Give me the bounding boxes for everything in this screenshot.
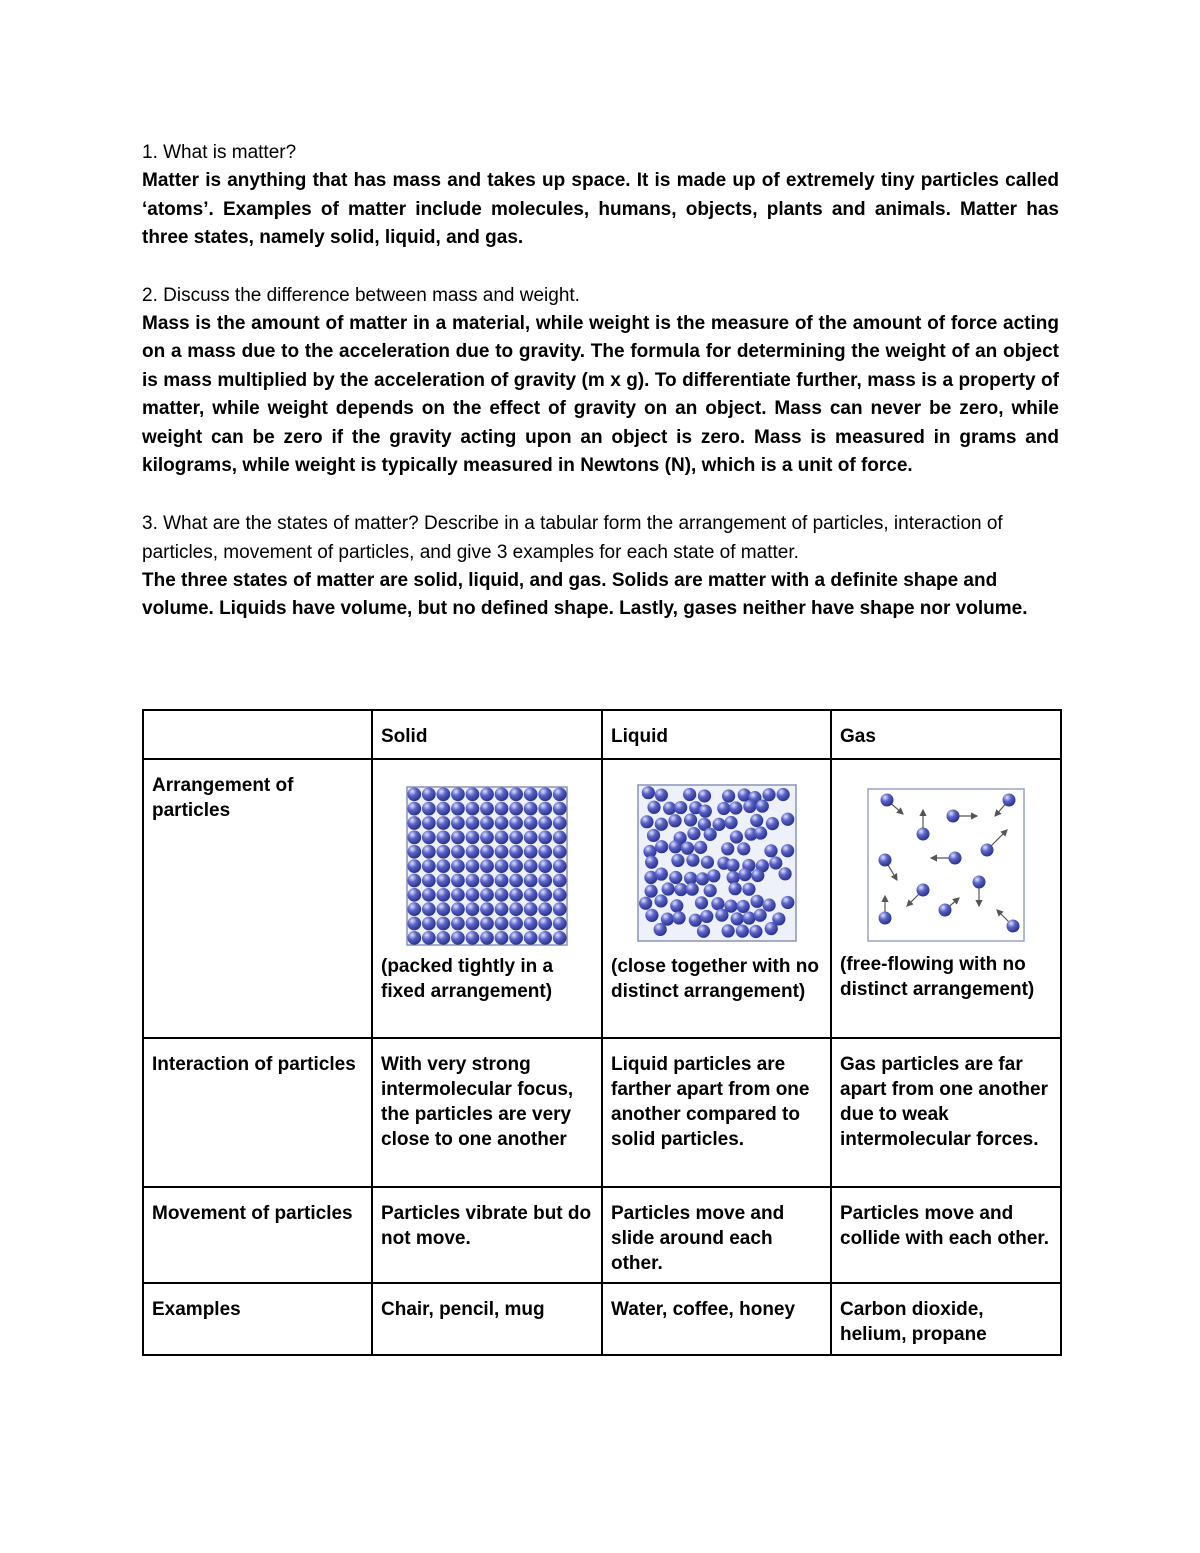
header-cell-gas: Gas [831,710,1061,759]
liquid-particle [672,911,685,924]
solid-particle [495,802,509,816]
solid-particle [480,787,494,801]
solid-particle [495,787,509,801]
liquid-particle [645,909,658,922]
question-2: 2. Discuss the difference between mass and weight. [142,284,580,306]
liquid-particle [644,885,657,898]
solid-particle [509,917,523,931]
solid-particle [553,787,567,801]
table-row-interaction [143,1038,1061,1187]
solid-particle [495,859,509,873]
liquid-particle [700,910,713,923]
cell-gas-interaction: Gas particles are far apart from one another due to weak intermolecular forces. [831,1038,1061,1187]
liquid-particle [680,842,693,855]
solid-particle [524,902,538,916]
cell-liquid-movement: Particles move and slide around each other. [602,1187,831,1283]
solid-particle [407,830,421,844]
solid-particle [495,917,509,931]
question-1: 1. What is matter? [142,142,297,163]
solid-particle [495,816,509,830]
solid-particle [407,787,421,801]
liquid-particle [712,818,725,831]
liquid-particle [762,788,775,801]
solid-particle [436,917,450,931]
solid-particle [524,931,538,945]
solid-particle [509,859,523,873]
solid-particle [436,816,450,830]
liquid-particle [654,894,667,907]
liquid-particle [683,813,696,826]
solid-particle [538,888,552,902]
liquid-particle [646,829,659,842]
cell-liquid-examples: Water, coffee, honey [602,1283,831,1355]
gas-particle [879,912,892,925]
liquid-particle [726,859,739,872]
cell-gas-arrangement [831,759,1061,1038]
liquid-particle [668,840,681,853]
solid-particle [422,917,436,931]
solid-particle [466,931,480,945]
solid-particle [451,874,465,888]
solid-particle [480,845,494,859]
table-row-arrangement [143,759,1061,1038]
solid-particle [509,830,523,844]
liquid-particle [671,854,684,867]
liquid-particle [703,828,716,841]
solid-particle [451,802,465,816]
liquid-particle [697,789,710,802]
liquid-particle [776,788,789,801]
liquid-particle [686,854,699,867]
solid-particle [466,830,480,844]
solid-particle [422,874,436,888]
solid-particle [538,874,552,888]
cell-liquid-interaction: Liquid particles are farther apart from one another compared to solid particles. [602,1038,831,1187]
liquid-particle [764,844,777,857]
liquid-particle [670,899,683,912]
solid-particle [466,859,480,873]
solid-particle [553,845,567,859]
solid-particle [466,917,480,931]
solid-particle [480,859,494,873]
liquid-particle [737,842,750,855]
liquid-particle [728,882,741,895]
liquid-particle [722,789,735,802]
gas-particle [973,876,986,889]
liquid-particle [645,856,658,869]
solid-particle [495,845,509,859]
header-cell-empty [143,710,372,759]
solid-particle [466,802,480,816]
solid-particle [524,917,538,931]
solid-particle [509,802,523,816]
solid-particle [422,859,436,873]
solid-particle [466,816,480,830]
liquid-particle [641,786,654,799]
solid-particle [509,874,523,888]
liquid-particle [711,897,724,910]
solid-particle [480,816,494,830]
liquid-particle [694,896,707,909]
gas-particle [947,810,960,823]
liquid-particles-diagram [637,784,797,942]
liquid-particle [743,800,756,813]
solid-particle [407,902,421,916]
solid-particle [436,931,450,945]
liquid-particle [687,827,700,840]
solid-particle [451,888,465,902]
solid-particle [553,802,567,816]
solid-particle [451,830,465,844]
liquid-particle [661,882,674,895]
solid-particle [436,830,450,844]
solid-particle [538,816,552,830]
solid-particle [436,802,450,816]
liquid-particle [742,883,755,896]
row-label-examples: Examples [143,1283,372,1355]
liquid-particle [695,872,708,885]
solid-particle [407,888,421,902]
liquid-particle [707,869,720,882]
row-label-interaction: Interaction of particles [143,1038,372,1187]
states-of-matter-table [142,709,1062,1356]
solid-particle [553,859,567,873]
cell-solid-arrangement [372,759,602,1038]
solid-particle [480,902,494,916]
solid-particle [466,874,480,888]
liquid-particle [653,923,666,936]
solid-particle [480,830,494,844]
liquid-particle [781,896,794,909]
solid-particles-diagram [406,786,568,946]
solid-particle [436,888,450,902]
liquid-particle [735,925,748,938]
document-body [142,138,1059,624]
solid-particle [451,859,465,873]
table-row-movement [143,1187,1061,1283]
gas-particle [1007,920,1020,933]
solid-particle [422,888,436,902]
liquid-particle [698,805,711,818]
gas-particle [981,844,994,857]
solid-particle [480,931,494,945]
liquid-particle [765,817,778,830]
liquid-particle [738,868,751,881]
liquid-particle [647,801,660,814]
solid-particle [553,874,567,888]
liquid-particle [750,895,763,908]
solid-particle [436,845,450,859]
liquid-particle [769,856,782,869]
solid-particle [466,787,480,801]
solid-particle [524,845,538,859]
liquid-particle [639,897,652,910]
solid-particle [538,917,552,931]
solid-arrangement-caption: (packed tightly in a fixed arrangement) [381,956,554,1002]
gas-particle [917,828,930,841]
solid-particle [451,931,465,945]
gas-particle [881,794,894,807]
solid-particle [422,902,436,916]
liquid-particle [715,909,728,922]
solid-particle [422,845,436,859]
solid-particle [436,787,450,801]
cell-solid-examples: Chair, pencil, mug [372,1283,602,1355]
solid-particle [553,816,567,830]
gas-particle [917,884,930,897]
solid-particle [538,830,552,844]
solid-particle [480,888,494,902]
solid-particle [538,787,552,801]
solid-particle [538,931,552,945]
liquid-particle [654,818,667,831]
liquid-particle [729,801,742,814]
solid-particle [509,845,523,859]
liquid-particle [717,802,730,815]
solid-particle [524,816,538,830]
solid-particle [509,787,523,801]
gas-arrangement-caption: (free-flowing with no distinct arrangement) [840,954,1035,1000]
liquid-particle [654,788,667,801]
solid-particle [524,874,538,888]
answer-1: Matter is anything that has mass and takes up space. It is made up of extremely tiny particles called ‘atoms’. Examples of matter include molecules, humans, objects, plants and animals. Matter has three states, namely solid, liquid, and gas. [142,170,1059,248]
liquid-particle [751,869,764,882]
solid-particle [466,888,480,902]
answer-3: The three states of matter are solid, liquid, and gas. Solids are matter with a definite shape and volume. Liquids have volume, but no defined shape. Lastly, gases neither have shape nor volume. [142,569,1028,619]
answer-2: Mass is the amount of matter in a material, while weight is the measure of the amount of force acting on a mass due to the acceleration due to gravity. The formula for determining the weight of an object is mass multiplied by the acceleration of gravity (m x g). To differentiate further, mass is a property of matter, while weight depends on the effect of gravity on an object. Mass can never be zero, while weight can be zero if the gravity acting upon an object is zero. Mass is measured in grams and kilograms, while weight is typically measured in Newtons (N), which is a unit of force. [142,312,1059,476]
solid-particle [436,859,450,873]
solid-particle [495,874,509,888]
solid-particle [436,874,450,888]
solid-particle [407,802,421,816]
table-header-row [143,710,1061,759]
liquid-particle [753,909,766,922]
gas-particle [879,854,892,867]
solid-particle [451,787,465,801]
solid-particle [480,917,494,931]
solid-particle [538,802,552,816]
solid-particle [480,874,494,888]
table-row-examples [143,1283,1061,1355]
liquid-particle [749,925,762,938]
solid-particle [509,931,523,945]
solid-particle [524,830,538,844]
solid-particle [495,902,509,916]
liquid-particle [762,899,775,912]
row-label-arrangement: Arrangement of particles [143,759,372,1038]
solid-particle [524,787,538,801]
solid-particle [538,859,552,873]
liquid-particle [700,856,713,869]
solid-particle [553,917,567,931]
solid-particle [407,917,421,931]
liquid-particle [674,801,687,814]
liquid-particle [696,925,709,938]
cell-gas-examples: Carbon dioxide, helium, propane [831,1283,1061,1355]
solid-particle [451,902,465,916]
solid-particle [422,816,436,830]
liquid-particle [726,871,739,884]
liquid-particle [721,842,734,855]
solid-particle [451,845,465,859]
solid-particle [509,902,523,916]
liquid-particle [755,800,768,813]
solid-particle [422,830,436,844]
solid-particle [553,902,567,916]
gas-particle [1003,794,1016,807]
solid-particle [553,830,567,844]
solid-particle [407,931,421,945]
cell-solid-movement: Particles vibrate but do not move. [372,1187,602,1283]
solid-particle [495,888,509,902]
liquid-particle [703,884,716,897]
solid-particle [553,888,567,902]
cell-gas-movement: Particles move and collide with each other. [831,1187,1061,1283]
solid-particle [466,845,480,859]
solid-particle [509,816,523,830]
gas-particles-diagram [867,788,1025,942]
question-3: 3. What are the states of matter? Describe in a tabular form the arrangement of particles, interaction of particles, movement of particles, and give 3 examples for each state of matter. [142,512,1003,563]
liquid-particle [694,841,707,854]
liquid-particle [688,914,701,927]
solid-particle [538,902,552,916]
liquid-particle [742,911,755,924]
liquid-particle [754,826,767,839]
liquid-particle [724,816,737,829]
liquid-particle [683,788,696,801]
liquid-particle [750,814,763,827]
liquid-particle [654,867,667,880]
solid-particle [466,902,480,916]
liquid-particle [729,830,742,843]
solid-particle [495,931,509,945]
cell-solid-interaction: With very strong intermolecular focus, the particles are very close to one another [372,1038,602,1187]
solid-particle [553,931,567,945]
liquid-particle [764,922,777,935]
liquid-particle [781,813,794,826]
solid-particle [451,917,465,931]
solid-particle [407,859,421,873]
solid-particle [422,802,436,816]
solid-particle [407,874,421,888]
solid-particle [538,845,552,859]
solid-particle [524,859,538,873]
liquid-arrangement-caption: (close together with no distinct arrangement) [611,956,819,1002]
solid-particle [509,888,523,902]
gas-particle [939,904,952,917]
solid-particle [451,816,465,830]
solid-particle [407,816,421,830]
liquid-particle [721,924,734,937]
row-label-movement: Movement of particles [143,1187,372,1283]
solid-particle [422,787,436,801]
cell-liquid-arrangement [602,759,831,1038]
liquid-particle [655,840,668,853]
liquid-particle [685,883,698,896]
solid-particle [524,802,538,816]
liquid-particle [780,844,793,857]
solid-particle [407,845,421,859]
liquid-particle [736,900,749,913]
solid-particle [524,888,538,902]
solid-particle [495,830,509,844]
liquid-particle [730,912,743,925]
liquid-particle [640,815,653,828]
header-cell-solid: Solid [372,710,602,759]
gas-particle [949,852,962,865]
liquid-particle [778,867,791,880]
liquid-particle [668,814,681,827]
liquid-particle [669,871,682,884]
header-cell-liquid: Liquid [602,710,831,759]
solid-particle [422,931,436,945]
solid-particle [480,802,494,816]
solid-particle [436,902,450,916]
